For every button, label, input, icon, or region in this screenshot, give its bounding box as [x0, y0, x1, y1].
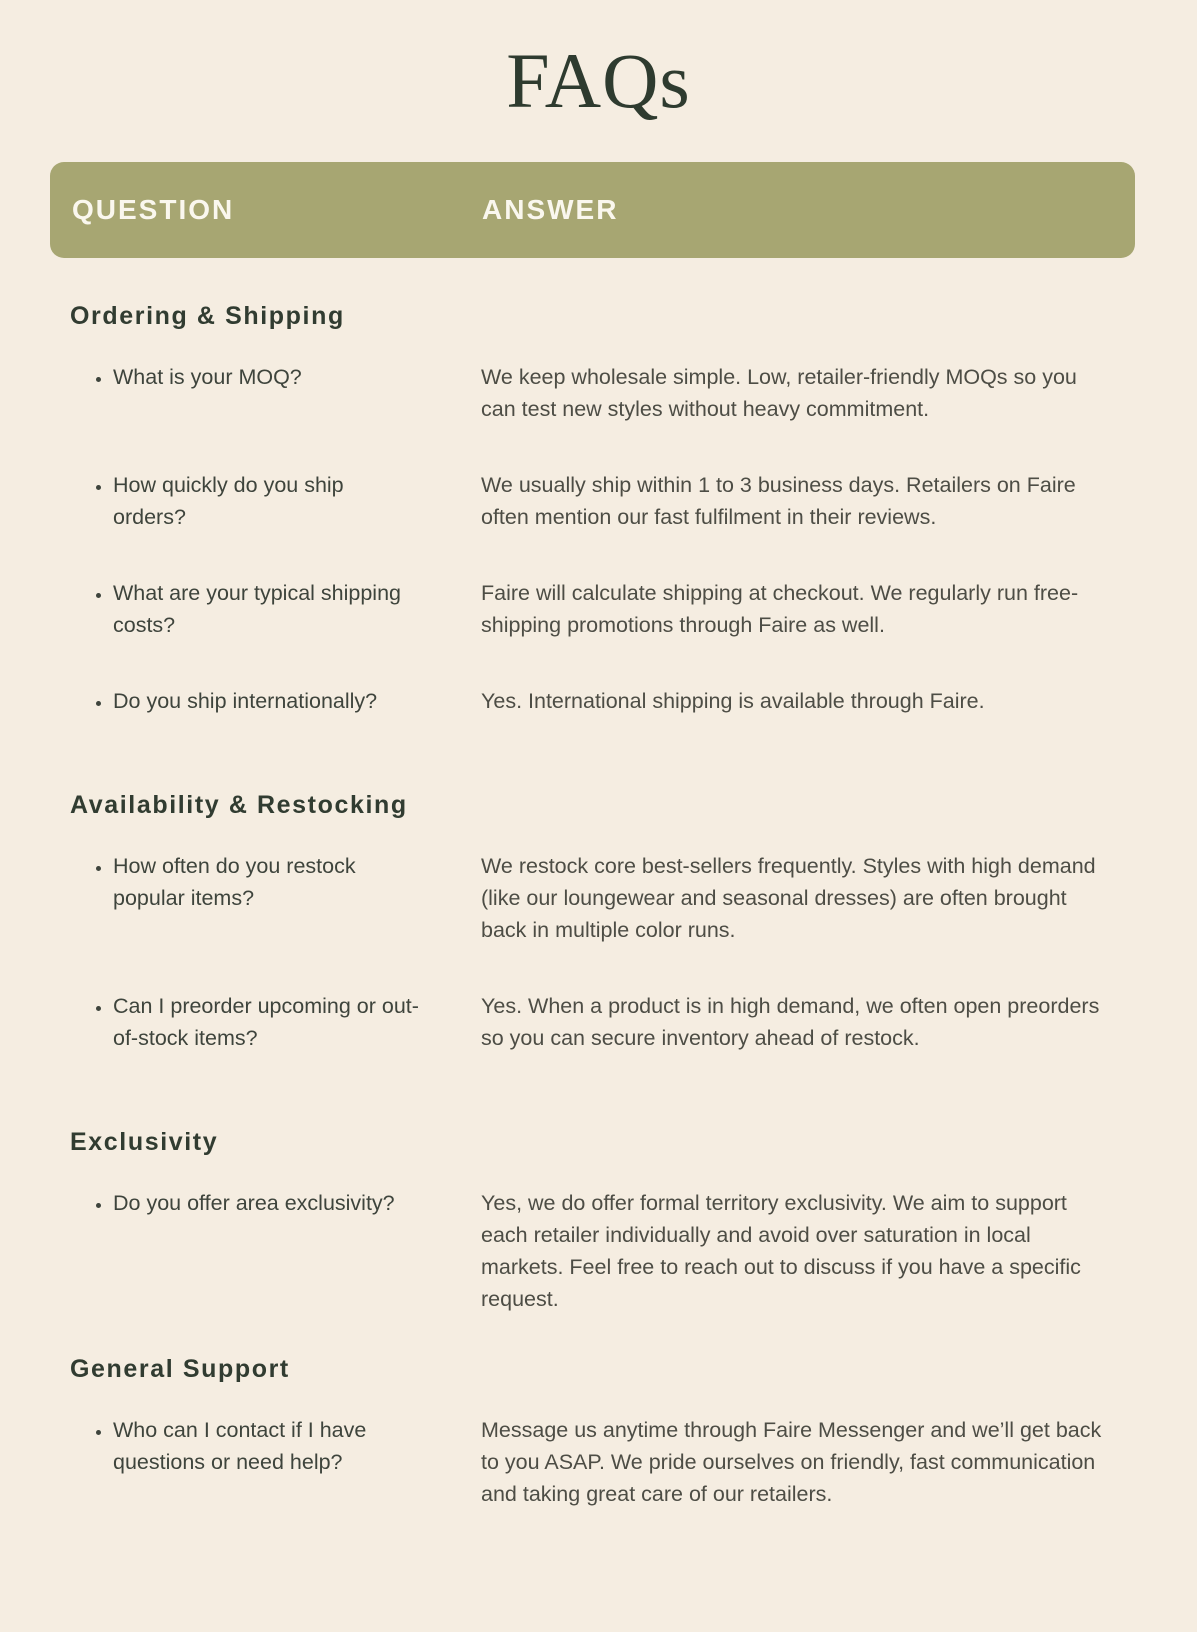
section-rows: [70, 1414, 1102, 1510]
answer-cell: [481, 990, 1102, 1054]
faq-answer: Faire will calculate shipping at checkout. We regularly run free-shipping promotions through Faire as well.: [481, 580, 1079, 637]
faq-row: [70, 685, 1102, 717]
faq-answer: Yes. When a product is in high demand, we often open preorders so you can secure inventory ahead of restock.: [481, 993, 1100, 1050]
answer-cell: [481, 469, 1102, 533]
question-bullet-list: [70, 469, 421, 533]
faq-row: [70, 1414, 1102, 1510]
faq-page: [0, 36, 1197, 1632]
section-title: Ordering & Shipping: [70, 301, 345, 330]
answer-cell: [481, 361, 1102, 425]
faq-question: • Do you ship internationally?: [113, 685, 421, 717]
question-cell: [70, 685, 481, 717]
section-title: General Support: [70, 1354, 290, 1383]
question-cell: [70, 577, 481, 641]
faq-row: [70, 850, 1102, 946]
faq-answer: Message us anytime through Faire Messenger and we’ll get back to you ASAP. We pride ourselves on friendly, fast communication and taking great care of our retailers.: [481, 1417, 1102, 1506]
faq-section: [70, 302, 1102, 717]
section-title: Availability & Restocking: [70, 790, 408, 819]
faq-sections-container: [0, 302, 1197, 1510]
section-rows: [70, 361, 1102, 717]
question-column-header: QUESTION: [72, 193, 235, 225]
faq-answer: Yes, we do offer formal territory exclusivity. We aim to support each retailer individually and avoid over saturation in local markets. Feel free to reach out to discuss if you have a specific request.: [481, 1190, 1081, 1311]
faq-row: [70, 990, 1102, 1054]
section-title: Exclusivity: [70, 1127, 219, 1156]
answer-cell: [481, 577, 1102, 641]
faq-question: • Do you offer area exclusivity?: [113, 1187, 421, 1219]
faq-question: • What are your typical shipping costs?: [113, 577, 421, 641]
question-cell: [70, 1187, 481, 1219]
answer-cell: [481, 1414, 1102, 1510]
section-rows: [70, 850, 1102, 1054]
question-bullet-list: [70, 990, 421, 1054]
faq-answer: We usually ship within 1 to 3 business days. Retailers on Faire often mention our fast fulfilment in their reviews.: [481, 472, 1076, 529]
faq-question: • What is your MOQ?: [113, 361, 421, 393]
faq-row: [70, 577, 1102, 641]
question-bullet-list: [70, 850, 421, 914]
question-cell: [70, 469, 481, 533]
faq-question: • How often do you restock popular items?: [113, 850, 421, 914]
faq-answer: Yes. International shipping is available through Faire.: [481, 688, 985, 713]
faq-answer: We restock core best-sellers frequently. Styles with high demand (like our loungewear and seasonal dresses) are often brought back in multiple color runs.: [481, 853, 1096, 942]
question-bullet-list: [70, 685, 421, 717]
question-cell: [70, 850, 481, 914]
section-rows: [70, 1187, 1102, 1315]
faq-section: [70, 1355, 1102, 1510]
answer-cell: [481, 685, 1102, 717]
page-title: FAQs: [506, 37, 691, 124]
faq-section: [70, 791, 1102, 1054]
faq-answer: We keep wholesale simple. Low, retailer-friendly MOQs so you can test new styles without heavy commitment.: [481, 364, 1077, 421]
faq-row: [70, 361, 1102, 425]
faq-question: • Can I preorder upcoming or out-of-stock items?: [113, 990, 421, 1054]
faq-row: [70, 469, 1102, 533]
question-bullet-list: [70, 1414, 421, 1478]
faq-section: [70, 1128, 1102, 1315]
question-bullet-list: [70, 361, 421, 393]
question-cell: [70, 990, 481, 1054]
question-bullet-list: [70, 1187, 421, 1219]
question-cell: [70, 1414, 481, 1478]
faq-question: • Who can I contact if I have questions or need help?: [113, 1414, 421, 1478]
table-header-bar: [50, 162, 1135, 258]
answer-cell: [481, 850, 1102, 946]
faq-row: [70, 1187, 1102, 1315]
question-bullet-list: [70, 577, 421, 641]
answer-cell: [481, 1187, 1102, 1315]
question-cell: [70, 361, 481, 393]
answer-column-header: ANSWER: [482, 193, 619, 225]
faq-question: • How quickly do you ship orders?: [113, 469, 421, 533]
